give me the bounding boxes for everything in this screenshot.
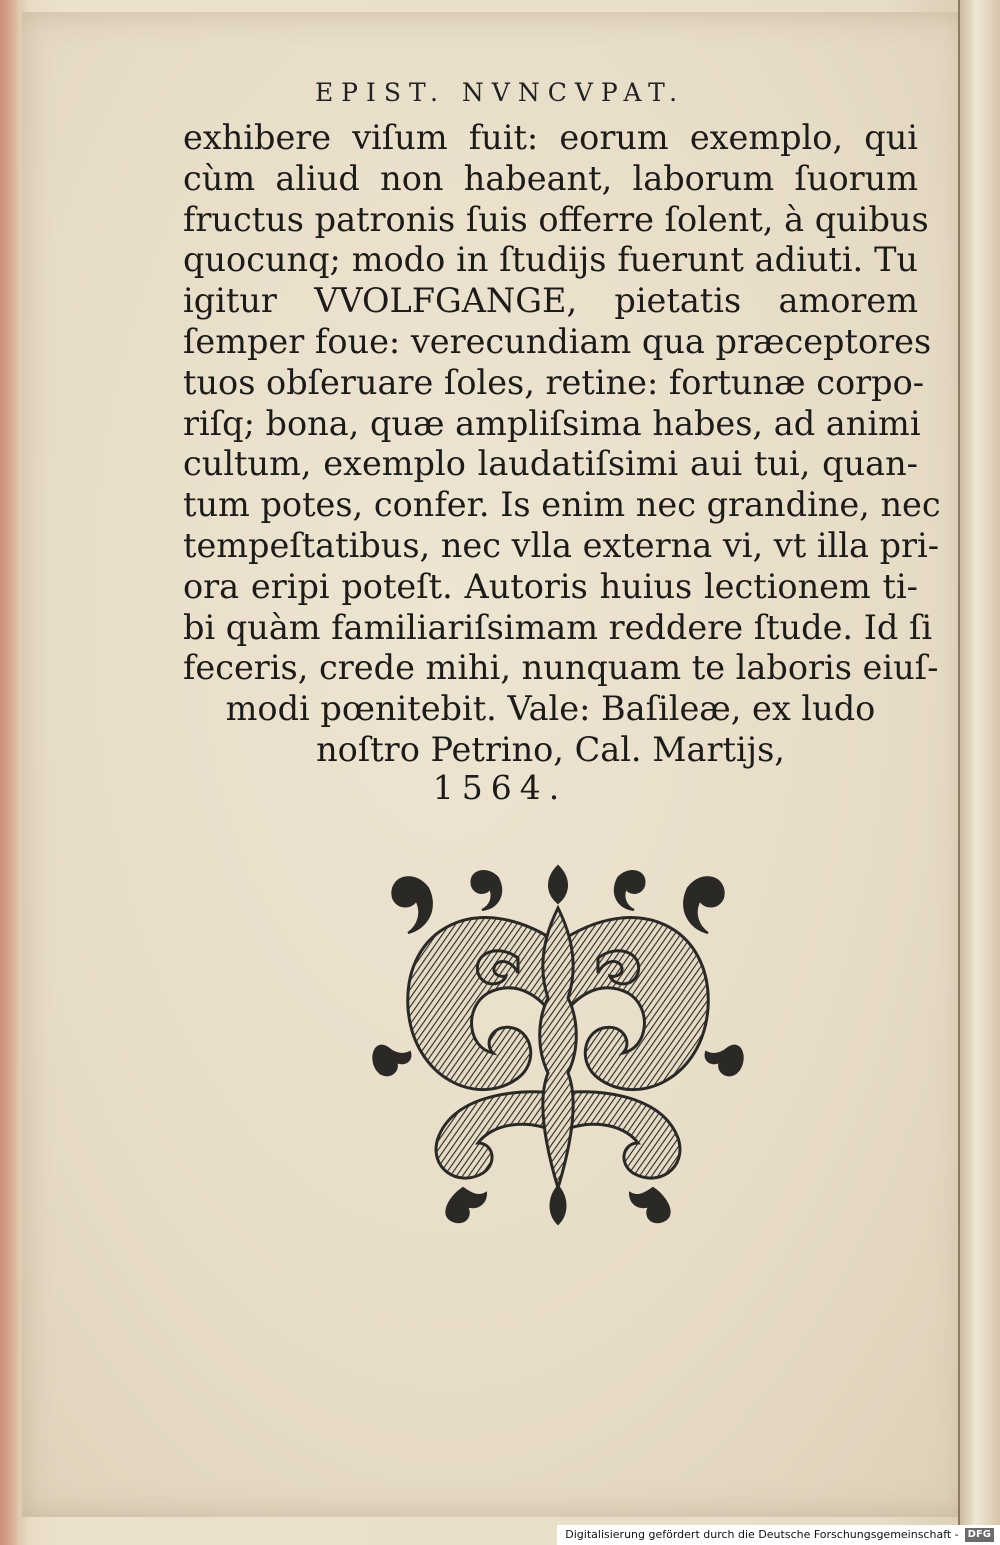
text-line: riſq; bona, quæ ampliſsima habes, ad animi: [183, 403, 921, 443]
text-line: noſtro Petrino, Cal. Martijs,: [316, 729, 785, 769]
text-line: tuos obſeruare ſoles, retine: fortunæ corpo-: [183, 362, 925, 402]
text-line: cultum, exemplo laudatiſsimi aui tui, quan-: [183, 444, 918, 484]
text-line: bi quàm familiariſsimam reddere ſtude. Id ſi: [183, 607, 933, 647]
text-line: modi pœnitebit. Vale: Baſileæ, ex ludo: [225, 689, 876, 729]
text-line: ſemper foue: verecundiam qua præceptores: [183, 321, 932, 361]
footer-text: Digitalisierung gefördert durch die Deutsche Forschungsgemeinschaft -: [565, 1528, 959, 1541]
text-line: fructus patronis ſuis offerre ſolent, à quibus: [183, 199, 929, 239]
text-line: feceris, crede mihi, nunquam te laboris eiuſ-: [183, 648, 939, 688]
text-line: exhibere viſum fuit: eorum exemplo, qui: [183, 118, 918, 157]
publication-year: 1564.: [432, 768, 568, 807]
text-line: cùm aliud non habeant, laborum ſuorum: [183, 158, 918, 198]
text-line: quocunq; modo in ſtudijs fuerunt adiuti. Tu: [183, 240, 918, 280]
text-line: igitur VVOLFGANGE, pietatis amorem: [183, 281, 918, 321]
running-head: EPIST. NVNCVPAT.: [314, 78, 686, 107]
dfg-logo-icon: DFG: [965, 1528, 994, 1542]
dedication-text: [183, 118, 941, 771]
text-line: tum potes, confer. Is enim nec grandine, nec: [183, 485, 941, 525]
text-line: tempeſtatibus, nec vlla externa vi, vt illa pri-: [183, 525, 940, 565]
text-line: ora eripi poteſt. Autoris huius lectionem ti-: [183, 566, 918, 606]
floral-ornament-icon: [368, 848, 748, 1228]
digitization-footer: [557, 1525, 1000, 1545]
